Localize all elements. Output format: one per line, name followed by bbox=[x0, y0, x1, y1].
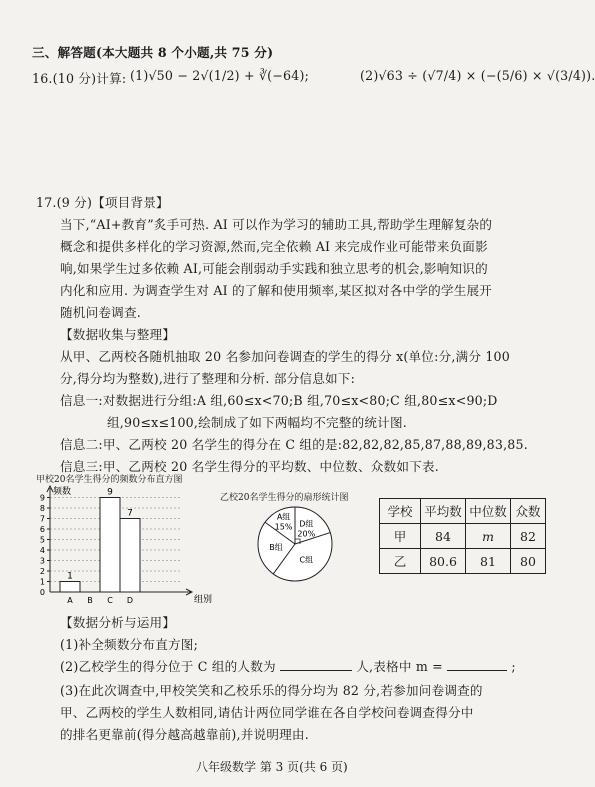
info1-line: 信息一:对数据进行分组:A 组,60≤x<70;B 组,70≤x<80;C 组,80≤x<90;D bbox=[60, 393, 498, 408]
bar-value-label: 7 bbox=[127, 508, 133, 519]
answer-blank-m[interactable] bbox=[447, 670, 507, 671]
x-tick-label: B bbox=[87, 596, 93, 605]
question-1: (1)补全频数分布直方图; bbox=[60, 637, 199, 652]
table-cell: 甲 bbox=[380, 524, 421, 549]
y-tick-label: 1 bbox=[39, 577, 45, 587]
table-cell: 80 bbox=[511, 549, 546, 574]
histogram-bar bbox=[60, 582, 80, 593]
histogram-bar bbox=[100, 498, 120, 593]
pie-chart bbox=[240, 504, 350, 584]
histogram-chart bbox=[30, 484, 235, 608]
question-2-text: ; bbox=[511, 659, 516, 674]
q16-part1: (1)√50 − 2√(1/2) + ∛(−64); bbox=[130, 68, 310, 83]
pie-slice-percent: 20% bbox=[297, 529, 316, 539]
page-footer: 八年级数学 第 3 页(共 6 页) bbox=[196, 760, 348, 774]
pie-slice-label: D组 bbox=[299, 519, 314, 529]
question-2-text: (2)乙校学生的得分位于 C 组的人数为 bbox=[60, 659, 276, 674]
y-tick-label: 9 bbox=[39, 493, 45, 503]
background-line: 随机问卷调查. bbox=[60, 305, 141, 320]
section-header: 三、解答题(本大题共 8 个小题,共 75 分) bbox=[32, 45, 274, 60]
table-cell: 乙 bbox=[380, 549, 421, 574]
y-tick-label: 2 bbox=[39, 567, 45, 576]
info1-line: 组,90≤x≤100,绘制成了如下两幅均不完整的统计图. bbox=[107, 415, 407, 430]
y-tick-label: 0 bbox=[39, 588, 45, 597]
y-tick-label: 3 bbox=[39, 556, 45, 566]
q17-header: 17.(9 分)【项目背景】 bbox=[36, 195, 169, 210]
y-tick-label: 6 bbox=[39, 525, 45, 534]
stats-table bbox=[379, 498, 546, 574]
table-cell: 82 bbox=[511, 524, 546, 549]
table-header-cell: 平均数 bbox=[421, 499, 466, 524]
table-cell: 84 bbox=[421, 524, 466, 549]
histogram-bar bbox=[120, 519, 140, 593]
table-header-cell: 中位数 bbox=[466, 499, 511, 524]
q16-label: 16.(10 分)计算: bbox=[32, 71, 127, 86]
x-tick-label: C bbox=[107, 596, 113, 605]
answer-blank-c-count[interactable] bbox=[280, 670, 352, 671]
pie-slice-label: C组 bbox=[299, 555, 314, 565]
x-axis-label: 组别 bbox=[194, 595, 213, 605]
y-tick-label: 7 bbox=[39, 514, 45, 524]
collect-line: 从甲、乙两校各随机抽取 20 名参加问卷调查的学生的得分 x(单位:分,满分 100 bbox=[60, 349, 510, 364]
y-tick-label: 5 bbox=[39, 535, 45, 545]
background-line: 当下,“AI+教育”炙手可热. AI 可以作为学习的辅助工具,帮助学生理解复杂的 bbox=[60, 217, 493, 232]
y-tick-label: 4 bbox=[39, 546, 45, 555]
pie-slice-percent: 15% bbox=[274, 522, 293, 532]
background-line: 内化和应用. 为调查学生对 AI 的了解和使用频率,某区拟对各中学的学生展开 bbox=[60, 283, 493, 298]
table-cell: 80.6 bbox=[421, 549, 466, 574]
question-2-text: 人,表格中 m = bbox=[356, 659, 443, 674]
collect-line: 分,得分均为整数),进行了整理和分析. 部分信息如下: bbox=[60, 371, 356, 386]
histogram-title: 甲校20名学生得分的频数分布直方图 bbox=[36, 475, 183, 485]
q16-part2: (2)√63 ÷ (√7/4) × (−(5/6) × √(3/4)). bbox=[360, 68, 595, 83]
x-tick-label: A bbox=[67, 596, 73, 605]
y-axis-label: 频数 bbox=[53, 487, 72, 497]
question-3: 的排名更靠前(得分越高越靠前),并说明理由. bbox=[60, 727, 309, 742]
bar-value-label: 9 bbox=[107, 487, 113, 498]
info2: 信息二:甲、乙两校 20 名学生的得分在 C 组的是:82,82,82,85,87,88,89,83,85. bbox=[60, 437, 528, 452]
info3: 信息三:甲、乙两校 20 名学生得分的平均数、中位数、众数如下表. bbox=[60, 459, 439, 474]
table-header-cell: 众数 bbox=[511, 499, 546, 524]
background-line: 响,如果学生过多依赖 AI,可能会削弱动手实践和独立思考的机会,影响知识的 bbox=[60, 261, 488, 276]
question-2 bbox=[60, 656, 516, 675]
pie-title: 乙校20名学生得分的扇形统计图 bbox=[220, 493, 349, 503]
table-cell: m bbox=[466, 524, 511, 549]
question-3: (3)在此次调查中,甲校笑笑和乙校乐乐的得分均为 82 分,若参加问卷调查的 bbox=[60, 683, 483, 698]
pie-slice-label: B组 bbox=[269, 543, 283, 553]
table-header-row bbox=[380, 499, 546, 524]
table-cell: 81 bbox=[466, 549, 511, 574]
question-3: 甲、乙两校的学生人数相同,请估计两位同学谁在各自学校问卷调查得分中 bbox=[60, 705, 474, 720]
bar-value-label: 1 bbox=[67, 571, 73, 582]
table-row bbox=[380, 549, 546, 574]
pie-slice-label: A组 bbox=[276, 512, 291, 522]
background-line: 概念和提供多样化的学习资源,然而,完全依赖 AI 来完成作业可能带来负面影 bbox=[60, 239, 488, 254]
analysis-title: 【数据分析与运用】 bbox=[60, 615, 176, 630]
table-header-cell: 学校 bbox=[380, 499, 421, 524]
collect-title: 【数据收集与整理】 bbox=[60, 327, 176, 342]
table-row bbox=[380, 524, 546, 549]
x-tick-label: D bbox=[126, 596, 134, 605]
y-tick-label: 8 bbox=[39, 504, 45, 513]
